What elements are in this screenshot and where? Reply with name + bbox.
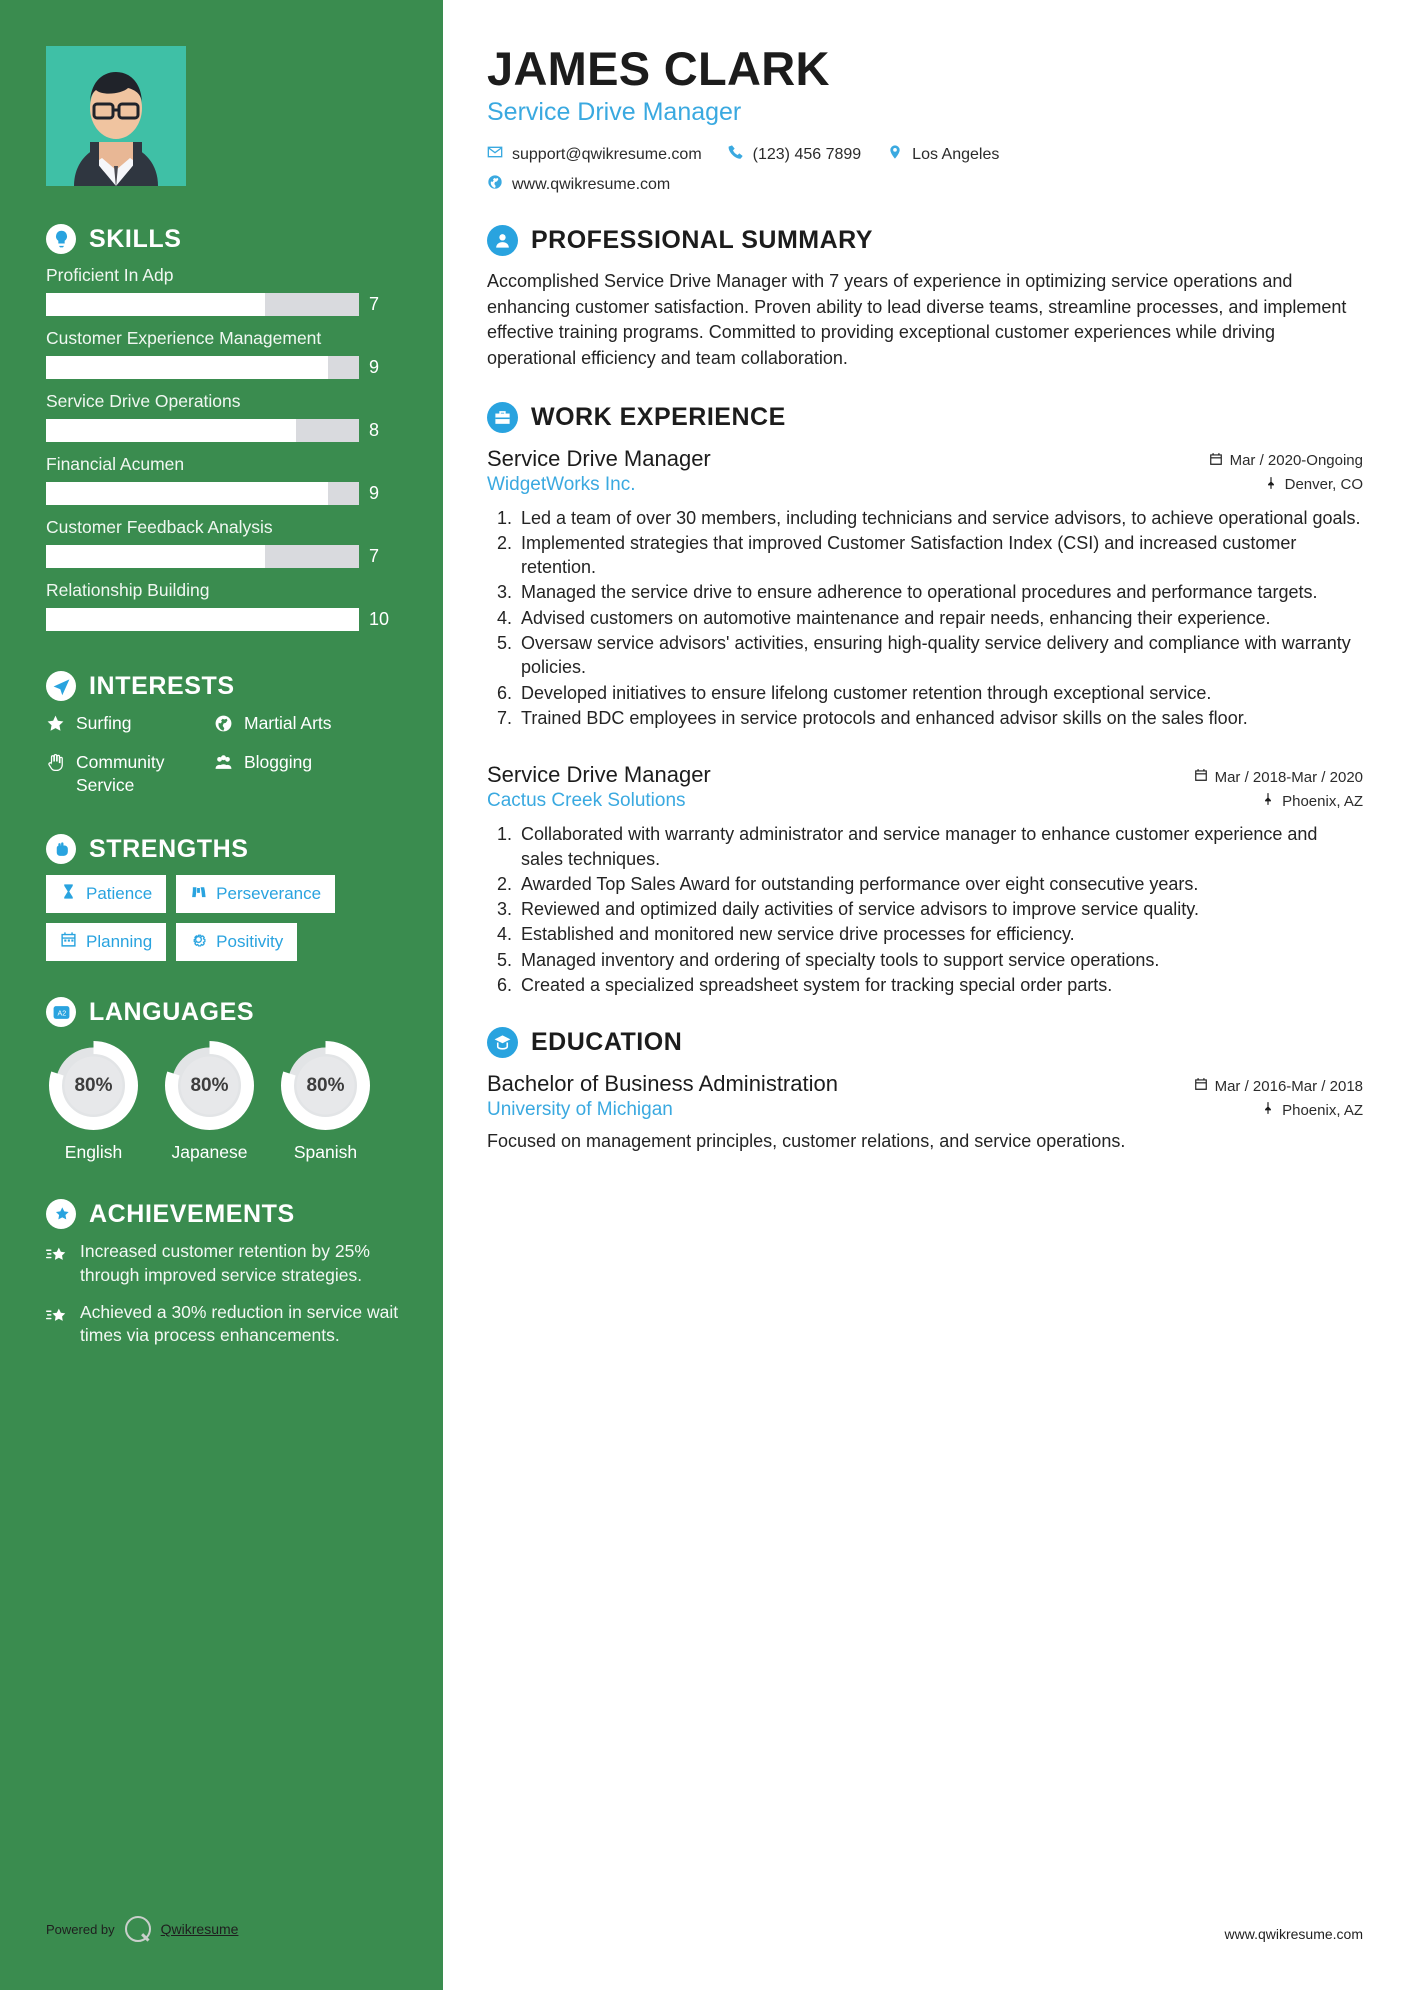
job-bullet: 2. Implemented strategies that improved Customer Satisfaction Index (CSI) and increased customer retention. (517, 531, 1363, 580)
education-location (1261, 1101, 1363, 1119)
work-experience-section (487, 402, 1363, 998)
interest-item (46, 712, 214, 739)
skill-value: 7 (369, 546, 380, 566)
interest-label: Surfing (76, 713, 132, 733)
star-badge-icon (46, 1199, 76, 1229)
job-bullet: 6. Developed initiatives to ensure lifelong customer retention through exceptional service. (517, 681, 1363, 705)
contact-location (887, 144, 999, 165)
paper-plane-icon (46, 671, 76, 701)
graduation-icon (487, 1027, 518, 1058)
strengths-section (46, 834, 399, 961)
school-name: University of Michigan (487, 1099, 673, 1121)
language-donut (278, 1038, 373, 1133)
language-item (162, 1038, 257, 1163)
job-bullets (517, 506, 1363, 731)
svg-text:A: A (57, 1009, 62, 1018)
work-heading (487, 402, 1363, 433)
pin-icon (1261, 1101, 1275, 1119)
strength-label: Patience (86, 884, 153, 904)
strength-label: Perseverance (216, 884, 322, 904)
skill-item (46, 580, 399, 631)
job-bullet: 2. Awarded Top Sales Award for outstanding performance over eight consecutive years. (517, 872, 1363, 896)
skill-label: Proficient In Adp (46, 265, 174, 285)
globe-icon (214, 712, 233, 739)
skill-value: 9 (369, 357, 380, 377)
lightbulb-icon (46, 224, 76, 254)
language-percent: 80% (190, 1074, 229, 1096)
interest-item (214, 712, 399, 739)
degree-title: Bachelor of Business Administration (487, 1071, 838, 1097)
job-date (1194, 768, 1363, 786)
language-label: Spanish (293, 1142, 358, 1163)
job-date-value: Mar / 2018-Mar / 2020 (1214, 768, 1363, 786)
work-title: WORK EXPERIENCE (531, 402, 786, 431)
skill-item (46, 517, 399, 568)
briefcase-icon (487, 402, 518, 433)
job-company: Cactus Creek Solutions (487, 790, 686, 812)
strength-chip (46, 875, 166, 913)
skill-label: Service Drive Operations (46, 391, 241, 411)
sidebar (0, 0, 443, 1990)
language-item (46, 1038, 141, 1163)
skills-section (46, 224, 399, 631)
job-entry (487, 446, 1363, 731)
interest-label: Blogging (244, 751, 313, 772)
skill-item (46, 391, 399, 442)
skills-title: SKILLS (89, 224, 182, 253)
language-item (278, 1038, 373, 1163)
gear-icon (190, 931, 207, 953)
achievements-section (46, 1199, 399, 1348)
job-role-subtitle: Service Drive Manager (487, 98, 742, 127)
strength-label: Positivity (216, 932, 284, 952)
interest-item (214, 751, 399, 797)
qwikresume-brand-link[interactable]: Qwikresume (160, 1921, 239, 1937)
calendar-icon (1194, 1077, 1208, 1095)
languages-title: LANGUAGES (89, 997, 255, 1026)
education-heading (487, 1027, 1363, 1058)
contact-website[interactable] (487, 174, 670, 195)
skill-value: 10 (369, 609, 390, 629)
interests-heading (46, 671, 399, 701)
job-bullet: 3. Managed the service drive to ensure adherence to operational procedures and performance targets. (517, 580, 1363, 604)
skills-list (46, 265, 399, 631)
strength-chip (176, 923, 297, 961)
summary-text: Accomplished Service Drive Manager with 7 years of experience in optimizing service operations and enhancing customer satisfaction. Proven ability to lead diverse teams, streamline processes, and implement effective training programs. Committed to providing exceptional customer experiences while driving operational efficiency and team collaboration. (487, 271, 1347, 368)
job-bullet: 5. Oversaw service advisors' activities, ensuring high-quality service delivery and compliance with warranty policies. (517, 631, 1363, 680)
translate-icon (46, 997, 76, 1027)
star-icon (46, 712, 65, 739)
professional-summary-section (487, 225, 1363, 371)
interest-label: Martial Arts (244, 713, 332, 733)
sidebar-footer (46, 1916, 238, 1942)
strength-chip (46, 923, 166, 961)
contact-email[interactable] (487, 144, 702, 165)
binoculars-icon (190, 883, 207, 905)
skill-label: Financial Acumen (46, 454, 185, 474)
interests-section (46, 671, 399, 796)
skill-value: 7 (369, 294, 380, 314)
calendar-icon (60, 931, 77, 953)
email-icon (487, 144, 503, 165)
language-donut (46, 1038, 141, 1133)
education-location-value: Phoenix, AZ (1282, 1101, 1363, 1119)
skill-item (46, 265, 399, 316)
strength-label: Planning (86, 932, 153, 952)
star-speed-icon (46, 1301, 68, 1348)
strengths-title: STRENGTHS (89, 834, 249, 863)
contact-row-website (487, 174, 1363, 195)
main-content (443, 0, 1407, 1990)
skill-bar (46, 293, 359, 316)
skill-bar (46, 545, 359, 568)
contact-phone-value: (123) 456 7899 (752, 145, 862, 163)
job-entry (487, 762, 1363, 997)
pin-icon (1261, 792, 1275, 810)
calendar-icon (1194, 768, 1208, 786)
languages-heading (46, 997, 399, 1027)
avatar (46, 46, 186, 186)
strength-chip (176, 875, 335, 913)
skill-item (46, 454, 399, 505)
main-footer-website[interactable]: www.qwikresume.com (1224, 1926, 1363, 1942)
languages-section (46, 997, 399, 1163)
hourglass-icon (60, 883, 77, 905)
achievement-text: Increased customer retention by 25% through improved service strategies. (80, 1241, 370, 1285)
education-title: EDUCATION (531, 1028, 683, 1057)
job-title: Service Drive Manager (487, 445, 711, 471)
language-donut (162, 1038, 257, 1133)
education-entry (487, 1071, 1363, 1154)
contact-phone[interactable] (728, 144, 862, 165)
language-label: Japanese (171, 1142, 248, 1163)
education-section (487, 1027, 1363, 1154)
job-bullets (517, 822, 1363, 997)
skill-bar (46, 482, 359, 505)
education-date (1194, 1077, 1363, 1095)
qwikresume-logo-icon (125, 1916, 151, 1942)
achievement-text: Achieved a 30% reduction in service wait times via process enhancements. (80, 1301, 399, 1346)
achievement-item (46, 1240, 399, 1287)
contact-row-primary (487, 144, 1363, 165)
hand-icon (46, 751, 65, 778)
people-icon (214, 751, 233, 778)
job-title: Service Drive Manager (487, 762, 711, 788)
summary-heading (487, 225, 1363, 256)
achievements-title: ACHIEVEMENTS (89, 1199, 295, 1228)
summary-title: PROFESSIONAL SUMMARY (531, 226, 873, 255)
skill-value: 8 (369, 420, 380, 440)
fist-icon (46, 834, 76, 864)
job-date (1209, 452, 1363, 470)
skill-item (46, 328, 399, 379)
achievement-item (46, 1301, 399, 1348)
skills-heading (46, 224, 399, 254)
phone-icon (728, 144, 744, 165)
job-bullet: 5. Managed inventory and ordering of specialty tools to support service operations. (517, 948, 1363, 972)
skill-label: Customer Experience Management (46, 328, 322, 348)
education-date-value: Mar / 2016-Mar / 2018 (1214, 1077, 1363, 1095)
skill-value: 9 (369, 483, 380, 503)
job-location-value: Phoenix, AZ (1282, 792, 1363, 810)
skill-bar (46, 356, 359, 379)
interests-title: INTERESTS (89, 671, 235, 700)
education-description: Focused on management principles, customer relations, and service operations. (487, 1131, 1126, 1152)
page-title: JAMES CLARK (487, 42, 830, 95)
language-percent: 80% (306, 1074, 345, 1096)
skill-label: Relationship Building (46, 580, 210, 600)
language-percent: 80% (74, 1074, 113, 1096)
job-bullet: 1. Led a team of over 30 members, including technicians and service advisors, to achieve operational goals. (517, 506, 1363, 530)
job-bullet: 6. Created a specialized spreadsheet system for tracking special order parts. (517, 973, 1363, 997)
job-bullet: 1. Collaborated with warranty administrator and service manager to enhance customer experience and sales techniques. (517, 822, 1363, 871)
interest-label: Community Service (76, 751, 165, 795)
pin-icon (1264, 476, 1278, 494)
svg-text:2: 2 (61, 1009, 66, 1018)
location-pin-icon (887, 144, 903, 165)
contact-email-value: support@qwikresume.com (512, 145, 702, 163)
job-bullet: 4. Established and monitored new service drive processes for efficiency. (517, 922, 1363, 946)
contact-website-value: www.qwikresume.com (512, 175, 671, 193)
star-speed-icon (46, 1240, 68, 1287)
contact-block (487, 144, 1363, 195)
skill-bar (46, 608, 359, 631)
powered-by-label: Powered by (46, 1921, 115, 1937)
skill-label: Customer Feedback Analysis (46, 517, 273, 537)
job-bullet: 7. Trained BDC employees in service protocols and enhanced advisor skills on the sales floor. (517, 706, 1363, 730)
interests-list (46, 712, 399, 796)
strengths-heading (46, 834, 399, 864)
calendar-icon (1209, 452, 1223, 470)
job-bullet: 3. Reviewed and optimized daily activities of service advisors to improve service quality. (517, 897, 1363, 921)
language-label: English (64, 1142, 123, 1163)
job-location (1264, 476, 1363, 494)
languages-list (46, 1038, 399, 1163)
job-date-value: Mar / 2020-Ongoing (1229, 452, 1363, 470)
user-circle-icon (487, 225, 518, 256)
achievements-heading (46, 1199, 399, 1229)
job-location-value: Denver, CO (1284, 476, 1363, 494)
globe-icon (487, 174, 503, 195)
skill-bar (46, 419, 359, 442)
interest-item (46, 751, 214, 797)
contact-location-value: Los Angeles (912, 145, 1000, 163)
job-location (1261, 792, 1363, 810)
job-bullet: 4. Advised customers on automotive maintenance and repair needs, enhancing their experience. (517, 606, 1363, 630)
job-company: WidgetWorks Inc. (487, 473, 636, 495)
strengths-list (46, 875, 376, 961)
